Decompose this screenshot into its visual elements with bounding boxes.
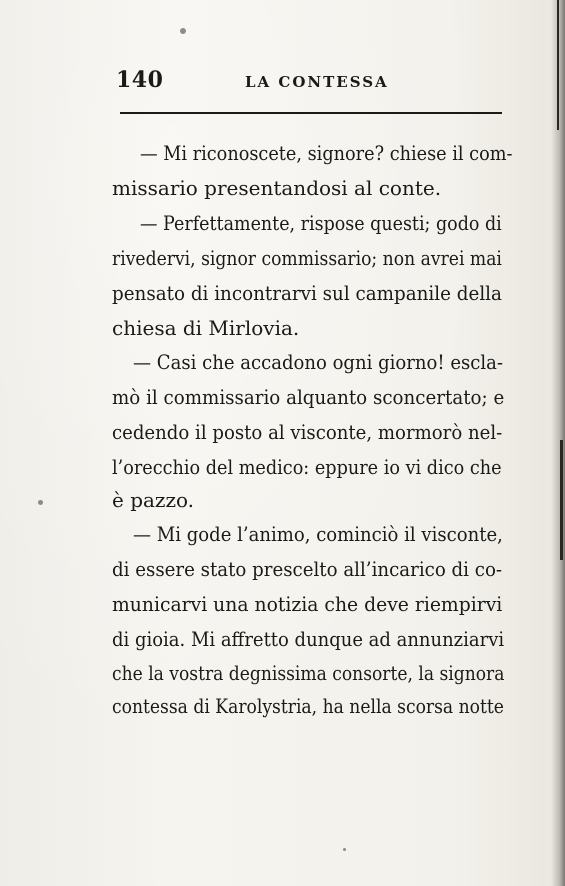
paper-speck <box>343 848 346 851</box>
text-line: rivedervi, signor commissario; non avrei mai <box>112 246 502 270</box>
text-line: è pazzo. <box>112 488 195 512</box>
paper-speck <box>180 28 186 34</box>
text-line: — Mi gode l’animo, cominciò il visconte, <box>133 522 503 546</box>
page-number: 140 <box>116 67 164 93</box>
text-line: municarvi una notizia che deve riempirvi <box>112 592 503 616</box>
text-line: — Perfettamente, rispose questi; godo di <box>140 211 502 235</box>
text-line: pensato di incontrarvi sul campanile della <box>112 281 502 305</box>
paper-speck <box>38 500 43 505</box>
text-line: chiesa di Mirlovia. <box>112 316 300 340</box>
text-line: di gioia. Mi affretto dunque ad annunziarvi <box>112 627 505 651</box>
header-rule <box>120 112 502 114</box>
text-line: cedendo il posto al visconte, mormorò nel- <box>112 420 503 444</box>
text-line: — Casi che accadono ogni giorno! escla- <box>133 350 504 374</box>
text-line: contessa di Karolystria, ha nella scorsa notte <box>112 694 504 718</box>
text-line: che la vostra degnissima consorte, la signora <box>112 661 505 685</box>
text-line: l’orecchio del medico: eppure io vi dico che <box>112 455 502 479</box>
running-title: LA CONTESSA <box>245 73 389 91</box>
text-line: mò il commissario alquanto sconcertato; e <box>112 385 505 409</box>
page-edge-mark <box>560 440 563 560</box>
page-edge-mark <box>557 0 559 130</box>
text-line: — Mi riconoscete, signore? chiese il com- <box>140 141 513 165</box>
text-line: di essere stato prescelto all’incarico di co- <box>112 557 503 581</box>
text-line: missario presentandosi al conte. <box>112 176 442 200</box>
